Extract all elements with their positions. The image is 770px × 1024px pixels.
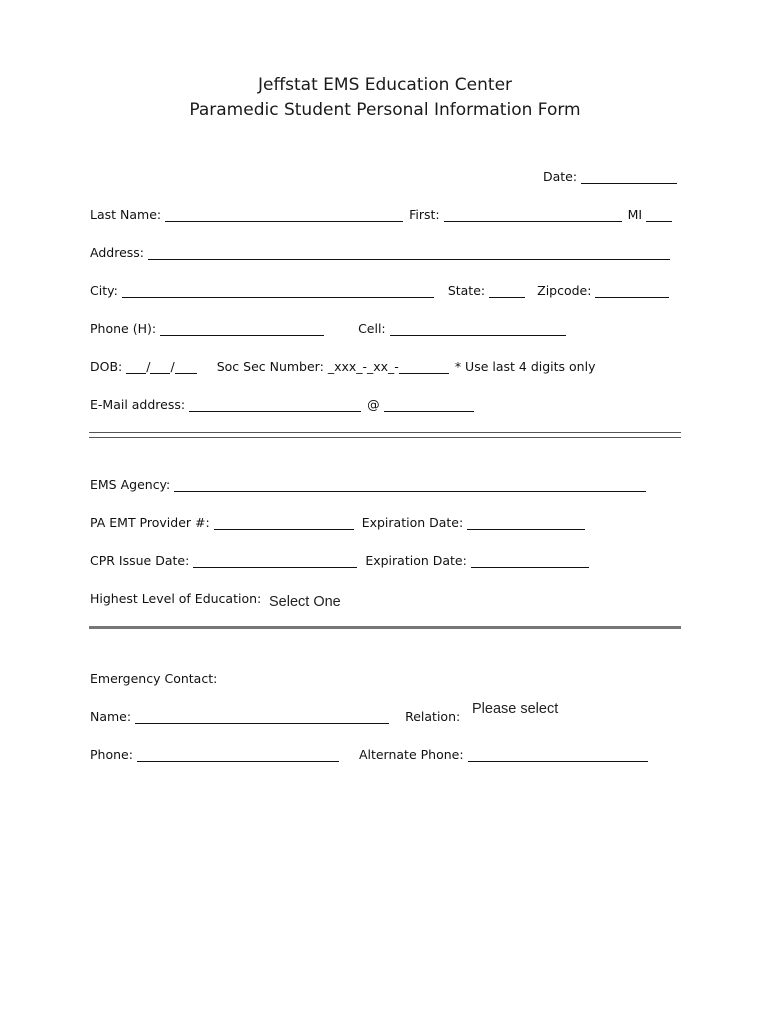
expiration-date-label-2: Expiration Date:: [365, 553, 467, 568]
pa-emt-row: [90, 515, 591, 530]
address-label: Address:: [90, 245, 144, 260]
ems-agency-row: [90, 477, 652, 492]
expiration-date-field-2[interactable]: [471, 555, 589, 568]
emergency-contact-heading: Emergency Contact:: [90, 671, 218, 686]
pa-emt-field[interactable]: [214, 517, 354, 530]
dob-month-field[interactable]: [126, 361, 146, 374]
emergency-name-row: [90, 709, 460, 724]
name-row: [90, 207, 678, 222]
section-divider-2: [89, 626, 681, 629]
address-row: [90, 245, 676, 260]
date-label: Date:: [543, 169, 578, 184]
email-domain-field[interactable]: [384, 399, 474, 412]
first-name-field[interactable]: [444, 209, 622, 222]
education-row: [90, 591, 261, 606]
city-field[interactable]: [122, 285, 434, 298]
state-label: State:: [447, 283, 486, 298]
middle-initial-field[interactable]: [646, 209, 672, 222]
email-user-field[interactable]: [189, 399, 361, 412]
education-select[interactable]: Select One: [269, 594, 341, 610]
cpr-issue-date-label: CPR Issue Date:: [90, 553, 190, 568]
phone-home-field[interactable]: [160, 323, 324, 336]
email-label: E-Mail address:: [90, 397, 186, 412]
phone-home-label: Phone (H):: [90, 321, 157, 336]
relation-select[interactable]: Please select: [472, 701, 559, 717]
ems-agency-field[interactable]: [174, 479, 646, 492]
ssn-label: Soc Sec Number:: [216, 359, 324, 374]
cpr-issue-date-field[interactable]: [193, 555, 357, 568]
dob-separator-1: /: [146, 359, 151, 374]
date-row: [543, 169, 683, 184]
date-field[interactable]: [581, 171, 677, 184]
address-field[interactable]: [148, 247, 670, 260]
emergency-name-field[interactable]: [135, 711, 389, 724]
alternate-phone-field[interactable]: [468, 749, 648, 762]
education-label: Highest Level of Education:: [90, 591, 262, 606]
dob-separator-2: /: [170, 359, 175, 374]
ssn-mask: _xxx_-_xx_-: [327, 359, 399, 374]
first-name-label: First:: [409, 207, 440, 222]
relation-label: Relation:: [405, 709, 461, 724]
state-field[interactable]: [489, 285, 525, 298]
ems-agency-label: EMS Agency:: [90, 477, 171, 492]
expiration-date-label-1: Expiration Date:: [361, 515, 464, 530]
zipcode-label: Zipcode:: [537, 283, 592, 298]
emergency-phone-label: Phone:: [90, 747, 133, 762]
form-title-line-1: Jeffstat EMS Education Center: [257, 75, 513, 95]
emergency-phone-field[interactable]: [137, 749, 339, 762]
alternate-phone-label: Alternate Phone:: [358, 747, 464, 762]
ssn-note: * Use last 4 digits only: [454, 359, 596, 374]
cpr-row: [90, 553, 595, 568]
dob-label: DOB:: [90, 359, 123, 374]
phone-row: [90, 321, 572, 336]
middle-initial-label: MI: [627, 207, 643, 222]
cell-label: Cell:: [358, 321, 386, 336]
dob-ssn-row: [90, 359, 595, 374]
zipcode-field[interactable]: [595, 285, 669, 298]
last-name-field[interactable]: [165, 209, 403, 222]
form-title-line-2: Paramedic Student Personal Information Form: [189, 100, 581, 120]
city-row: [90, 283, 675, 298]
city-label: City:: [90, 283, 118, 298]
emergency-name-label: Name:: [90, 709, 132, 724]
ssn-last4-field[interactable]: [399, 361, 449, 374]
email-row: [90, 397, 480, 412]
section-divider-1: [89, 432, 681, 438]
cell-field[interactable]: [390, 323, 566, 336]
last-name-label: Last Name:: [90, 207, 162, 222]
email-at-sign: @: [367, 397, 380, 412]
pa-emt-label: PA EMT Provider #:: [90, 515, 210, 530]
dob-day-field[interactable]: [150, 361, 170, 374]
dob-year-field[interactable]: [175, 361, 197, 374]
expiration-date-field-1[interactable]: [467, 517, 585, 530]
emergency-heading-row: [90, 671, 217, 686]
emergency-phone-row: [90, 747, 654, 762]
